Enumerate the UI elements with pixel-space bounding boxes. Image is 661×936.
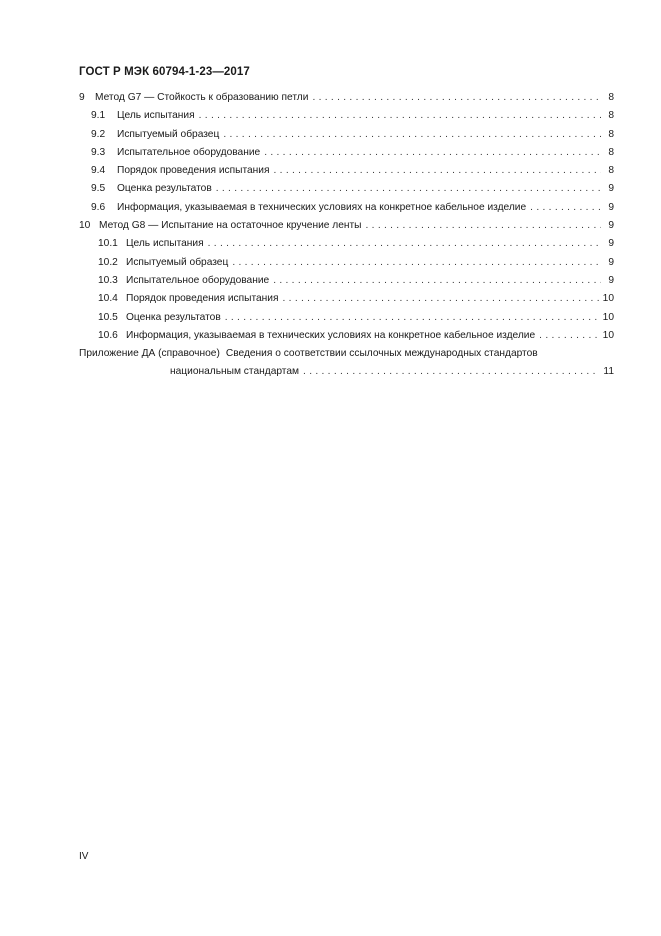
- toc-entry[interactable]: [79, 220, 614, 238]
- toc-leader-dots: [539, 330, 598, 341]
- toc-leader-dots: [274, 165, 602, 176]
- table-of-contents: [79, 92, 614, 385]
- toc-entry-page: 9: [608, 183, 614, 195]
- toc-entry-page: 8: [608, 92, 614, 103]
- toc-entry-title: Испытуемый образец: [126, 256, 229, 268]
- toc-entry-number: 10: [79, 220, 91, 232]
- toc-entry-number: 9.3: [91, 146, 106, 158]
- toc-leader-dots: [530, 202, 601, 213]
- toc-entry[interactable]: [79, 275, 614, 293]
- toc-appendix-entry[interactable]: [79, 348, 614, 366]
- toc-entry-number: 10.2: [98, 256, 118, 268]
- toc-leader-dots: [223, 129, 601, 140]
- toc-entry-title: Оценка результатов: [126, 311, 221, 323]
- toc-entry-page: 9: [608, 201, 614, 213]
- toc-entry-number: 10.5: [98, 311, 118, 323]
- toc-entry-title: Испытательное оборудование: [126, 274, 270, 286]
- toc-entry-title: Порядок проведения испытания: [126, 293, 279, 305]
- toc-entry[interactable]: [79, 92, 614, 110]
- toc-entry-number: 9.6: [91, 201, 106, 213]
- toc-entry-number: 9: [79, 92, 85, 103]
- toc-leader-dots: [208, 238, 601, 249]
- toc-entry-title: Метод G8 — Испытание на остаточное кручение ленты: [99, 220, 362, 232]
- toc-entry-page: 10: [602, 293, 614, 305]
- toc-entry-title: Испытательное оборудование: [117, 146, 261, 158]
- toc-appendix-entry-continued[interactable]: [79, 366, 614, 384]
- toc-entry-page: 9: [608, 274, 614, 286]
- toc-entry-page: 8: [608, 165, 614, 177]
- toc-entry-number: 9.5: [91, 183, 106, 195]
- toc-leader-dots: [232, 257, 601, 268]
- toc-entry[interactable]: [79, 330, 614, 348]
- toc-entry-page: 8: [608, 128, 614, 140]
- appendix-title-line1: Сведения о соответствии ссылочных международных стандартов: [225, 348, 538, 360]
- toc-entry-title: Порядок проведения испытания: [117, 165, 270, 177]
- toc-entry-title: Испытуемый образец: [117, 128, 220, 140]
- toc-entry[interactable]: [79, 202, 614, 220]
- toc-entry-number: 10.6: [98, 329, 118, 341]
- appendix-label: Приложение ДА (справочное): [79, 348, 220, 360]
- toc-entry-number: 10.4: [98, 293, 118, 305]
- toc-entry-title: Цель испытания: [117, 110, 195, 122]
- toc-entry[interactable]: [79, 165, 614, 183]
- toc-entry-title: Информация, указываемая в технических условиях на конкретное кабельное изделие: [117, 201, 527, 213]
- toc-leader-dots: [225, 312, 599, 323]
- toc-entry[interactable]: [79, 129, 614, 147]
- toc-leader-dots: [216, 183, 601, 194]
- toc-entry-page: 10: [602, 311, 614, 323]
- toc-entry[interactable]: [79, 147, 614, 165]
- toc-entry-page: 9: [608, 238, 614, 250]
- toc-entry-number: 9.4: [91, 165, 106, 177]
- toc-entry-page: 9: [608, 220, 614, 232]
- toc-entry-number: 9.2: [91, 128, 106, 140]
- toc-entry-title: Оценка результатов: [117, 183, 212, 195]
- toc-entry-number: 9.1: [91, 110, 106, 122]
- toc-leader-dots: [199, 110, 601, 121]
- toc-entry[interactable]: [79, 312, 614, 330]
- toc-entry-page: 9: [608, 256, 614, 268]
- toc-entry[interactable]: [79, 238, 614, 256]
- toc-leader-dots: [366, 220, 602, 231]
- toc-entry-page: 8: [608, 146, 614, 158]
- toc-entry-title: Цель испытания: [126, 238, 204, 250]
- toc-leader-dots: [273, 275, 601, 286]
- toc-entry-number: 10.3: [98, 274, 118, 286]
- appendix-page: 11: [603, 366, 614, 378]
- toc-leader-dots: [264, 147, 601, 158]
- toc-entry[interactable]: [79, 110, 614, 128]
- appendix-title-line2: национальным стандартам: [170, 366, 300, 378]
- toc-entry-number: 10.1: [98, 238, 118, 250]
- toc-leader-dots: [312, 92, 601, 103]
- toc-entry-page: 8: [608, 110, 614, 122]
- toc-entry-title: Метод G7 — Стойкость к образованию петли: [95, 92, 309, 103]
- toc-leader-dots: [303, 366, 599, 377]
- page-number: IV: [79, 851, 89, 862]
- document-header: ГОСТ Р МЭК 60794-1-23—2017: [79, 66, 250, 78]
- toc-entry[interactable]: [79, 293, 614, 311]
- toc-leader-dots: [283, 293, 599, 304]
- toc-entry[interactable]: [79, 183, 614, 201]
- toc-entry-title: Информация, указываемая в технических условиях на конкретное кабельное изделие: [126, 329, 536, 341]
- toc-entry[interactable]: [79, 257, 614, 275]
- toc-entry-page: 10: [602, 329, 614, 341]
